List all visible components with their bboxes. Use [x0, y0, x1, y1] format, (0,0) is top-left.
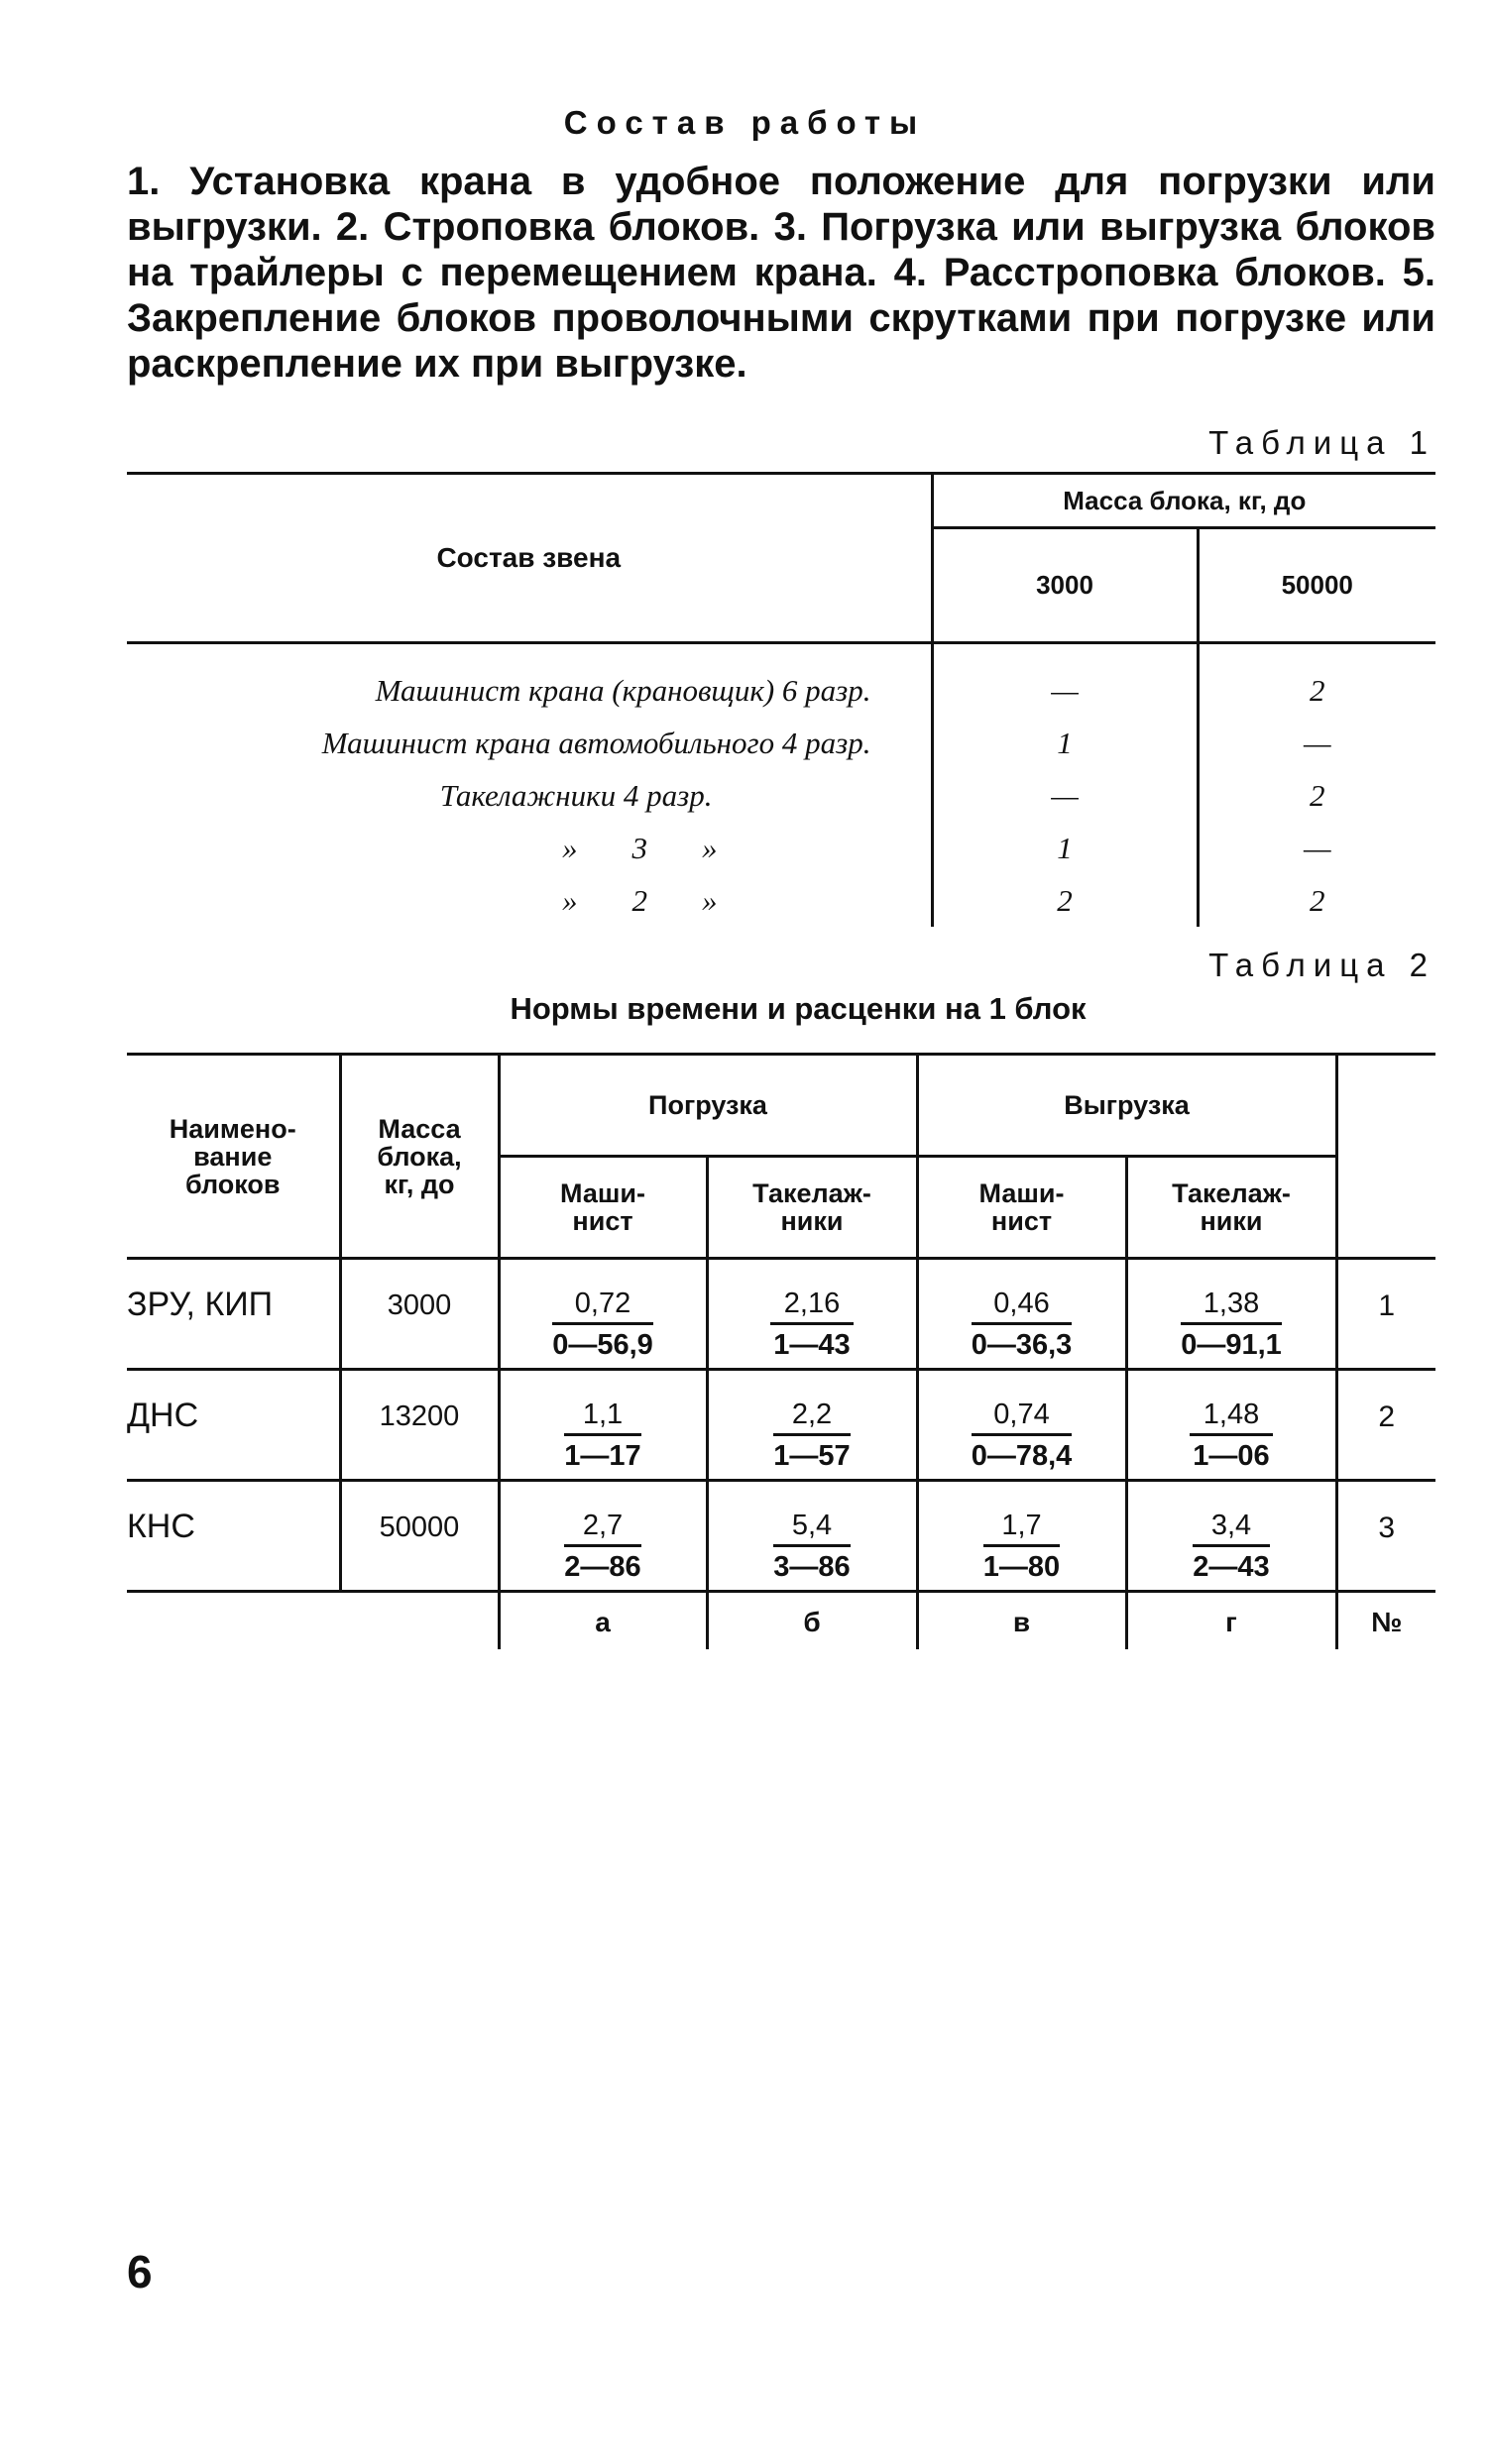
column-header-block-name: Наимено- вание блоков	[127, 1055, 340, 1259]
table-row	[127, 1481, 1435, 1592]
column-code: в	[917, 1592, 1126, 1649]
ditto-mark: »	[562, 830, 578, 865]
work-description: 1. Установка крана в удобное положение для погрузки или выгрузки. 2. Строповка блоков. 3. Погрузка или выгрузка блоков на трайлеры с перемещением крана. 4. Расстроповка блоков. 5. Закрепление блоков проволочными скрутками при погрузке или раскрепление их при выгрузке.	[127, 160, 1435, 386]
crew-role-ditto	[127, 874, 932, 927]
norm-cell	[707, 1370, 917, 1481]
table-footer-row	[127, 1592, 1435, 1649]
column-header-number-blank	[1336, 1055, 1435, 1259]
norm-cell	[707, 1481, 917, 1592]
time-norm: 1,7	[983, 1510, 1060, 1547]
footer-blank	[127, 1592, 340, 1649]
column-header-block-mass: Масса блока, кг, до	[340, 1055, 499, 1259]
norm-cell	[499, 1259, 707, 1370]
column-header-unloading-machinist: Маши- нист	[917, 1157, 1126, 1259]
norm-cell	[1126, 1481, 1336, 1592]
table-row	[127, 874, 1435, 927]
column-group-unloading: Выгрузка	[917, 1055, 1336, 1157]
crew-count: 2	[1310, 672, 1325, 708]
table-row	[127, 1259, 1435, 1370]
ditto-mark: »	[562, 882, 578, 918]
crew-composition-table	[127, 472, 1435, 927]
column-header-unloading-riggers: Такелаж- ники	[1126, 1157, 1336, 1259]
norm-cell	[499, 1481, 707, 1592]
column-code: а	[499, 1592, 707, 1649]
rate: 1—57	[773, 1440, 851, 1472]
time-norm: 2,2	[773, 1399, 850, 1436]
table2-label: Таблица 2	[1208, 947, 1435, 983]
table-row	[127, 822, 1435, 874]
norm-cell	[499, 1370, 707, 1481]
table2-title: Нормы времени и расценки на 1 блок	[510, 991, 1087, 1026]
crew-role: Такелажники 4 разр.	[127, 769, 932, 822]
time-norm: 2,7	[564, 1510, 640, 1547]
table-row	[127, 1370, 1435, 1481]
column-header-mass-3000: 3000	[932, 528, 1198, 643]
table-row	[127, 643, 1435, 718]
time-norm: 1,1	[564, 1399, 640, 1436]
crew-role-ditto	[127, 822, 932, 874]
rate: 0—78,4	[971, 1440, 1073, 1472]
column-header-composition: Состав звена	[127, 474, 932, 643]
rate: 0—91,1	[1181, 1329, 1282, 1361]
crew-role: Машинист крана (крановщик) 6 разр.	[127, 643, 932, 718]
crew-rank: 2	[631, 882, 647, 918]
block-name: ЗРУ, КИП	[127, 1259, 340, 1370]
crew-count: —	[932, 643, 1198, 718]
column-group-loading: Погрузка	[499, 1055, 917, 1157]
footer-blank	[340, 1592, 499, 1649]
time-norm: 3,4	[1193, 1510, 1269, 1547]
time-norm: 1,48	[1190, 1399, 1273, 1436]
rate: 1—43	[773, 1329, 851, 1361]
block-mass: 3000	[340, 1259, 499, 1370]
column-code: б	[707, 1592, 917, 1649]
time-norm: 0,72	[552, 1288, 653, 1325]
norm-cell	[917, 1481, 1126, 1592]
time-norm: 5,4	[773, 1510, 850, 1547]
block-name: ДНС	[127, 1370, 340, 1481]
section-title: Состав работы	[563, 104, 927, 141]
norm-cell	[1126, 1370, 1336, 1481]
norm-cell	[707, 1259, 917, 1370]
time-norm: 0,74	[972, 1399, 1073, 1436]
row-number: 1	[1336, 1259, 1435, 1370]
crew-count: —	[932, 769, 1198, 822]
table-row	[127, 717, 1435, 769]
block-mass: 50000	[340, 1481, 499, 1592]
norm-cell	[917, 1259, 1126, 1370]
time-norms-table	[127, 1053, 1435, 1649]
rate: 1—80	[982, 1551, 1061, 1583]
crew-count: —	[1303, 830, 1331, 865]
rate: 0—56,9	[552, 1329, 653, 1361]
time-norm: 0,46	[972, 1288, 1073, 1325]
crew-count: 1	[932, 717, 1198, 769]
page-number: 6	[127, 2246, 153, 2297]
block-name: КНС	[127, 1481, 340, 1592]
crew-count: —	[1303, 725, 1331, 760]
rate: 2—43	[1193, 1551, 1270, 1583]
time-norm: 1,38	[1181, 1288, 1282, 1325]
column-header-mass: Масса блока, кг, до	[932, 474, 1435, 528]
rate: 1—17	[564, 1440, 641, 1472]
column-code: г	[1126, 1592, 1336, 1649]
block-mass: 13200	[340, 1370, 499, 1481]
time-norm: 2,16	[770, 1288, 854, 1325]
row-number: 3	[1336, 1481, 1435, 1592]
ditto-mark: »	[702, 882, 718, 918]
crew-role: Машинист крана автомобильного 4 разр.	[127, 717, 932, 769]
crew-count: 2	[1310, 882, 1325, 918]
rate: 1—06	[1193, 1440, 1270, 1472]
table-row	[127, 769, 1435, 822]
table1-label: Таблица 1	[1208, 424, 1435, 461]
norm-cell	[917, 1370, 1126, 1481]
column-code-number: №	[1371, 1607, 1403, 1637]
rate: 0—36,3	[971, 1329, 1073, 1361]
crew-count: 2	[1310, 777, 1325, 813]
column-header-loading-riggers: Такелаж- ники	[707, 1157, 917, 1259]
column-header-loading-machinist: Маши- нист	[499, 1157, 707, 1259]
rate: 2—86	[564, 1551, 641, 1583]
rate: 3—86	[773, 1551, 851, 1583]
crew-rank: 3	[631, 830, 647, 865]
crew-count: 2	[932, 874, 1198, 927]
crew-count: 1	[932, 822, 1198, 874]
row-number: 2	[1336, 1370, 1435, 1481]
norm-cell	[1126, 1259, 1336, 1370]
column-header-mass-50000: 50000	[1198, 528, 1435, 643]
ditto-mark: »	[702, 830, 718, 865]
